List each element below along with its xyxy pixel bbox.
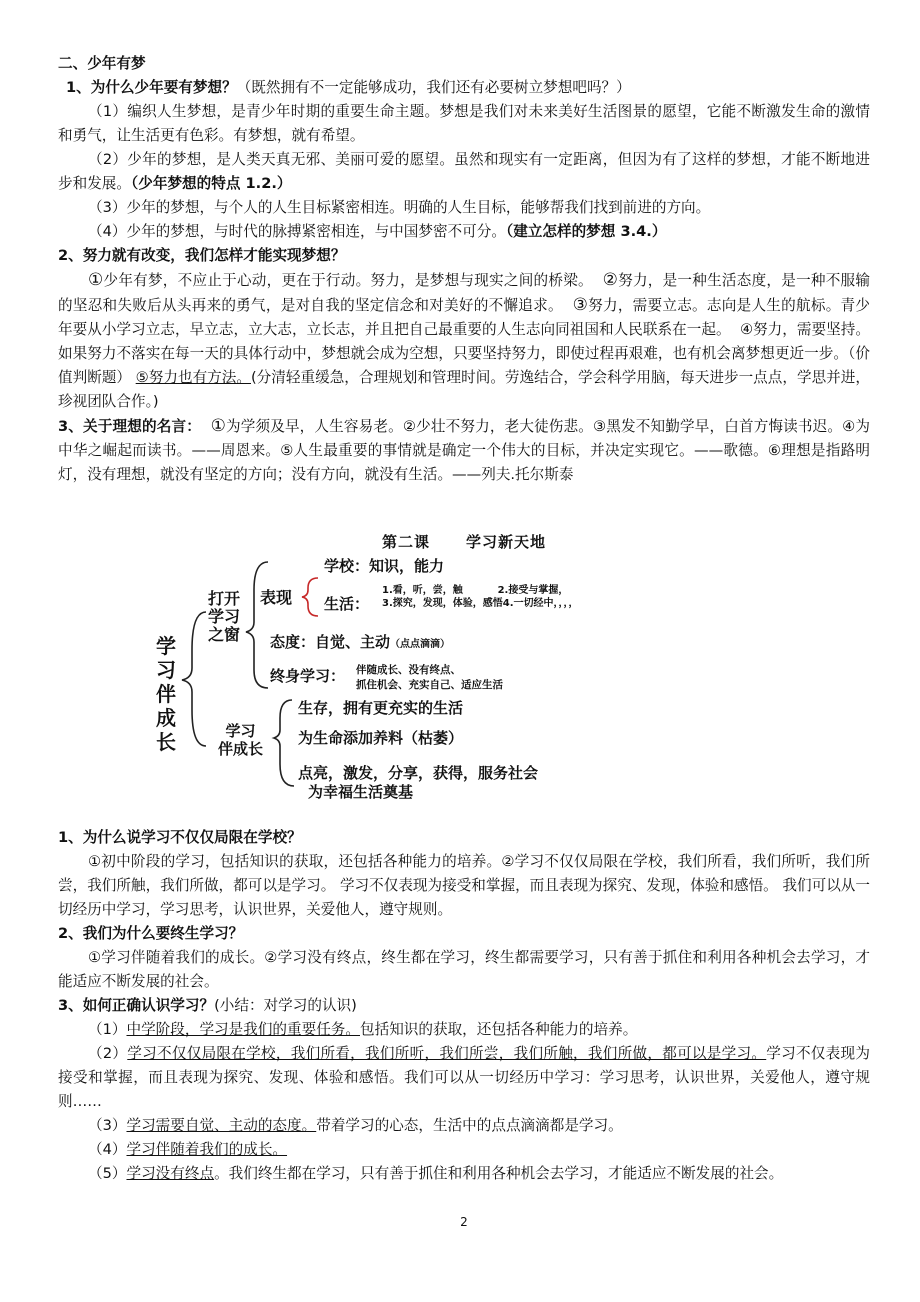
attitude-text: 态度：自觉、主动 bbox=[270, 633, 391, 651]
branch-2-label bbox=[218, 722, 263, 758]
nourish-item: 为生命添加养料（枯萎） bbox=[298, 729, 464, 747]
lesson2-q2-title: 2、我们为什么要终生学习？ bbox=[58, 925, 244, 942]
point-detail: 带着学习的心态，生活中的点点滴滴都是学习。 bbox=[316, 1117, 623, 1134]
lifelong-details-line-2: 抓住机会、充实自己、适应生活 bbox=[356, 679, 503, 691]
attitude-item bbox=[270, 630, 450, 657]
answer-point-5-detail: (分清轻重缓急，合理规划和管理时间。劳逸结合，学会科学用脑，每天进步一点点，学思并进，珍视团队合作。) bbox=[58, 369, 870, 410]
question-3 bbox=[58, 414, 870, 487]
school-item: 学校：知识，能力 bbox=[324, 557, 445, 575]
point-prefix: （2） bbox=[88, 1045, 128, 1062]
question-1-note: （既然拥有不一定能够成功，我们还有必要树立梦想吧吗？） bbox=[236, 79, 631, 96]
root-char: 长 bbox=[156, 730, 176, 754]
circled-number: ② bbox=[602, 270, 619, 290]
document-page bbox=[58, 52, 870, 1229]
page-number: 2 bbox=[460, 1215, 468, 1229]
answer-point-4: ④努力，需要坚持。如果努力不落实在每一天的具体行动中，梦想就会成为空想，只要坚持努力，即使过程再艰难，也有机会离梦想更近一步。（价值判断题） bbox=[58, 321, 870, 386]
point-key: 学习需要自觉、主动的态度。 bbox=[126, 1117, 317, 1134]
point-key: 学习没有终点 bbox=[126, 1165, 215, 1182]
q1-paragraph-2-text: （2）少年的梦想，是人类天真无邪、美丽可爱的愿望。虽然和现实有一定距离，但因为有了这样的梦想，才能不断地进步和发展。 bbox=[58, 151, 870, 192]
point-key: 中学阶段，学习是我们的重要任务。 bbox=[126, 1021, 360, 1038]
circled-number: ① bbox=[88, 270, 104, 290]
q1-paragraph-2-note: （少年梦想的特点 1.2.） bbox=[130, 175, 292, 192]
lifelong-details-line-1: 伴随成长、没有终点、 bbox=[356, 664, 461, 676]
question-3-title: 3、关于理想的名言： bbox=[58, 418, 201, 435]
point-prefix: （3） bbox=[88, 1117, 127, 1134]
point-key: 学习不仅仅局限在学校，我们所看，我们所听，我们所尝，我们所触，我们所做，都可以是学习。 bbox=[127, 1045, 767, 1062]
point-detail: 包括知识的获取，还包括各种能力的培养。 bbox=[360, 1021, 638, 1038]
root-char: 学 bbox=[156, 634, 176, 658]
branch-1-line: 打开 bbox=[208, 589, 241, 608]
q1-paragraph-4 bbox=[58, 220, 870, 244]
answer-point-5: ⑤努力也有方法。 bbox=[135, 369, 251, 386]
branch-1-line: 之窗 bbox=[208, 625, 241, 644]
question-2-title: 2、努力就有改变，我们怎样才能实现梦想？ bbox=[58, 247, 346, 264]
answer-point-3: 努力，需要立志。志向是人生的航标。青少年要从小学习立志，早立志，立大志，立长志，并且把自己最重要的人生志向同祖国和人民联系在一起。 bbox=[58, 297, 870, 338]
point-prefix: （4） bbox=[88, 1141, 127, 1158]
q1-paragraph-1: （1）编织人生梦想，是青少年时期的重要生命主题。梦想是我们对未来美好生活图景的愿望，它能不断激发生命的激情和勇气，让生活更有色彩。有梦想，就有希望。 bbox=[58, 103, 870, 144]
quotes-text: 为学须及早，人生容易老。②少壮不努力，老大徒伤悲。③黑发不知勤学早，白首方悔读书迟。④为中华之崛起而读书。——周恩来。⑤人生最重要的事情就是确定一个伟大的目标，并决定实现它。——歌德。⑥理想是指路明灯，没有理想，就没有坚定的方向；没有方向，就没有生活。——列夫.托尔斯泰 bbox=[58, 418, 870, 483]
diagram-root bbox=[154, 634, 178, 754]
lifelong-item: 终身学习： bbox=[270, 667, 346, 685]
lesson2-q2-answer: ①学习伴随着我们的成长。②学习没有终点，终生都在学习，终生都需要学习，只有善于抓住和利用各种机会去学习，才能适应不断发展的社会。 bbox=[58, 949, 870, 990]
circled-number: ③ bbox=[572, 295, 589, 315]
lesson2-q3-point-4 bbox=[58, 1138, 870, 1162]
section-title: 二、少年有梦 bbox=[58, 55, 146, 72]
life-details bbox=[382, 584, 579, 610]
lesson-number: 第二课 bbox=[381, 533, 430, 551]
root-char: 成 bbox=[156, 706, 176, 730]
mind-map-diagram bbox=[150, 550, 680, 801]
life-details-line-2: 3.探究，发现，体验，感悟4.一切经中，，，， bbox=[382, 598, 579, 609]
lesson-2-questions bbox=[58, 826, 870, 1186]
root-brace bbox=[182, 612, 206, 746]
branch-2-line: 学习 bbox=[225, 722, 256, 740]
actions-item: 点亮，激发，分享，获得，服务社会 bbox=[298, 764, 539, 782]
branch-1-label bbox=[208, 590, 240, 644]
lesson2-q1-answer: ①初中阶段的学习，包括知识的获取，还包括各种能力的培养。②学习不仅仅局限在学校，我们所看，我们所听，我们所尝，我们所触，我们所做，都可以是学习。 学习不仅表现为接受和掌握，而且表现为探究、发现，体验和感悟。 我们可以从一切经历中学习，学习思考，认识世界，关爱他人，遵守规则。 bbox=[58, 853, 870, 918]
q1-paragraph-4-text: （4）少年的梦想，与时代的脉搏紧密相连，与中国梦密不可分。 bbox=[88, 223, 506, 240]
answer-point-2: 努力，是一种生活态度，是一种不服输的坚忍和失败后从头再来的勇气，是对自我的坚定信念和对美好的不懈追求。 bbox=[58, 272, 870, 314]
lesson-name: 学习新天地 bbox=[466, 533, 547, 551]
q1-paragraph-3: （3）少年的梦想，与个人的人生目标紧密相连。明确的人生目标，能够帮我们找到前进的方向。 bbox=[88, 199, 711, 216]
life-details-line-1: 1.看，听，尝，触 2.接受与掌握， bbox=[382, 585, 569, 596]
point-detail: 学习不仅表现为接受和掌握，而且表现为探究、发现、体验和感悟。我们可以从一切经历中学习：学习思考，认识世界，关爱他人，遵守规则…… bbox=[58, 1045, 870, 1110]
lesson2-q3-title bbox=[58, 994, 870, 1018]
point-key: 学习伴随着我们的成长。 bbox=[126, 1141, 288, 1158]
lesson2-q3-point-2 bbox=[58, 1042, 870, 1114]
root-char: 习 bbox=[156, 658, 176, 682]
lesson2-q3-point-3 bbox=[58, 1114, 870, 1138]
lifelong-details bbox=[356, 663, 503, 693]
point-prefix: （1） bbox=[88, 1021, 127, 1038]
point-prefix: （5） bbox=[88, 1165, 127, 1182]
branch-1-brace bbox=[246, 562, 268, 688]
question-1 bbox=[58, 76, 870, 100]
lesson2-q3-point-1 bbox=[58, 1018, 870, 1042]
expression-label: 表现 bbox=[260, 588, 293, 607]
lesson2-q1-title: 1、为什么说学习不仅仅局限在学校？ bbox=[58, 829, 302, 846]
branch-1-line: 学习 bbox=[208, 607, 241, 626]
life-item: 生活： bbox=[324, 595, 370, 613]
q1-paragraph-2 bbox=[58, 148, 870, 196]
question-2-answer bbox=[58, 268, 870, 414]
branch-2-line: 伴成长 bbox=[218, 740, 264, 758]
lesson2-q3-title-text: 3、如何正确认识学习？ bbox=[58, 997, 215, 1014]
root-char: 伴 bbox=[156, 682, 176, 706]
survive-item: 生存，拥有更充实的生活 bbox=[298, 699, 464, 717]
attitude-note: （点点滴滴） bbox=[390, 639, 451, 650]
circled-number: ① bbox=[210, 416, 226, 436]
happiness-item: 为幸福生活奠基 bbox=[308, 783, 414, 801]
branch-2-brace bbox=[274, 700, 294, 786]
lesson2-q3-point-5 bbox=[58, 1162, 870, 1186]
expression-brace bbox=[302, 578, 318, 616]
point-detail: 。我们终生都在学习，只有善于抓住和利用各种机会去学习，才能适应不断发展的社会。 bbox=[214, 1165, 784, 1182]
question-1-title: 1、为什么少年要有梦想？ bbox=[66, 79, 237, 96]
lesson2-q3-note: (小结：对学习的认识) bbox=[214, 997, 357, 1014]
q1-paragraph-4-note: （建立怎样的梦想 3.4.） bbox=[505, 223, 667, 240]
answer-point-1: 少年有梦，不应止于心动，更在于行动。努力，是梦想与现实之间的桥梁。 bbox=[103, 272, 593, 289]
